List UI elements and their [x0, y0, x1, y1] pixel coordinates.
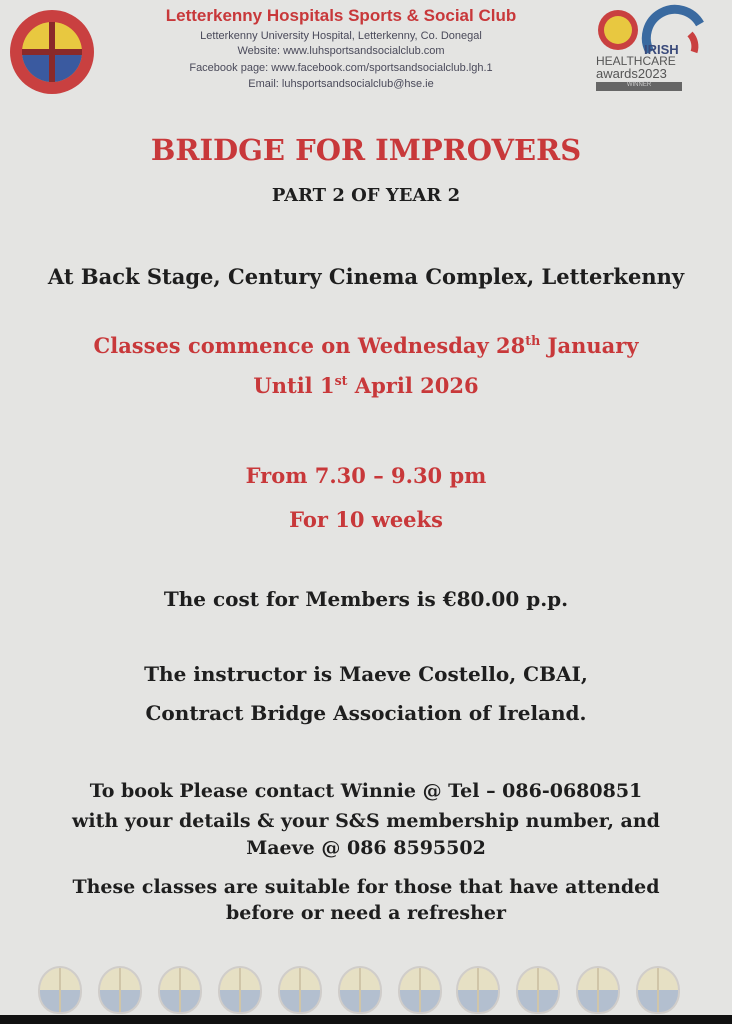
- watermark-logo-icon: [456, 966, 500, 1014]
- watermark-logo-icon: [398, 966, 442, 1014]
- until-sup: st: [334, 373, 348, 388]
- booking-line-2: with your details & your S&S membership number, and: [72, 810, 660, 832]
- poster-subtitle: PART 2 OF YEAR 2: [271, 185, 461, 206]
- club-email[interactable]: Email: luhsportsandsocialclub@hse.ie: [248, 78, 434, 90]
- watermark-logo-icon: [576, 966, 620, 1014]
- award-line-irish: IRISH: [644, 42, 679, 57]
- commence-post: January: [540, 333, 639, 358]
- poster-title: BRIDGE FOR IMPROVERS: [150, 133, 582, 167]
- suitability-line-1: These classes are suitable for those that have attended: [72, 876, 660, 898]
- booking-line-3: Maeve @ 086 8595502: [246, 837, 486, 859]
- club-facebook[interactable]: Facebook page: www.facebook.com/sportsandsocialclub.lgh.1: [189, 62, 493, 74]
- commence-sup: th: [525, 333, 541, 348]
- commence-date: [0, 333, 732, 358]
- suitability-line-2: before or need a refresher: [225, 902, 507, 924]
- commence-pre: Classes commence on Wednesday 28: [93, 333, 526, 358]
- club-name: Letterkenny Hospitals Sports & Social Club: [165, 6, 517, 25]
- award-line-healthcare: HEALTHCARE: [596, 54, 676, 68]
- club-website[interactable]: Website: www.luhsportsandsocialclub.com: [237, 45, 445, 57]
- award-line-awards: [596, 66, 667, 81]
- bottom-edge: [0, 1015, 732, 1024]
- instructor-line-2: Contract Bridge Association of Ireland.: [145, 701, 587, 725]
- watermark-logo-icon: [278, 966, 322, 1014]
- award-line-awards-text: awards2023: [596, 66, 667, 81]
- class-time: From 7.30 – 9.30 pm: [245, 463, 487, 488]
- cost: The cost for Members is €80.00 p.p.: [163, 587, 569, 611]
- club-address: Letterkenny University Hospital, Letterkenny, Co. Donegal: [200, 30, 482, 42]
- watermark-logo-icon: [158, 966, 202, 1014]
- watermark-logo-icon: [516, 966, 560, 1014]
- class-duration: For 10 weeks: [289, 507, 443, 532]
- until-pre: Until 1: [253, 373, 335, 398]
- until-post: April 2026: [347, 373, 479, 398]
- watermark-logo-icon: [338, 966, 382, 1014]
- poster-location: At Back Stage, Century Cinema Complex, Letterkenny: [47, 264, 685, 289]
- instructor-line-1: The instructor is Maeve Costello, CBAI,: [144, 662, 588, 686]
- watermark-logo-icon: [38, 966, 82, 1014]
- award-badge: [590, 4, 712, 92]
- award-line-winner: WINNER: [596, 82, 682, 91]
- watermark-logo-icon: [636, 966, 680, 1014]
- watermark-logo-icon: [98, 966, 142, 1014]
- end-date: [0, 373, 732, 398]
- watermark-logo-icon: [218, 966, 262, 1014]
- booking-line-1: To book Please contact Winnie @ Tel – 086-0680851: [89, 780, 643, 802]
